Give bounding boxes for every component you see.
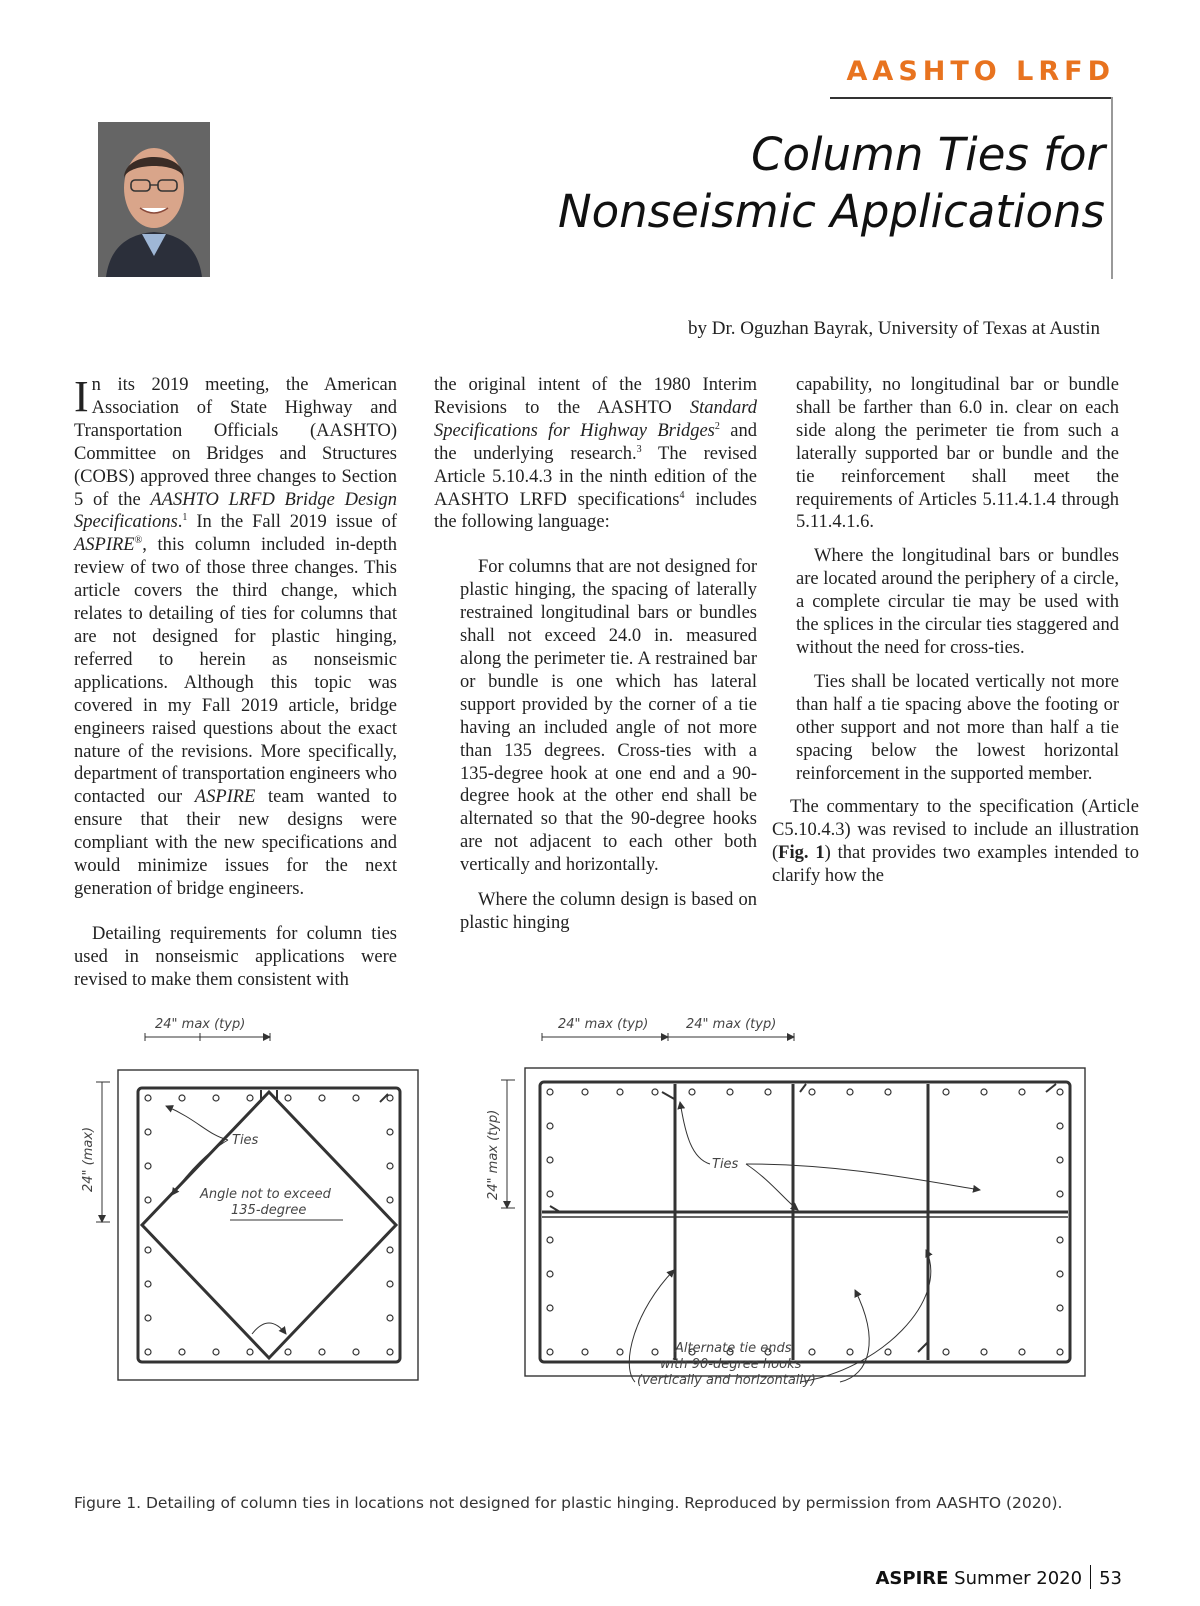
footer-divider	[1090, 1565, 1091, 1589]
italic-run: AASHTO LRFD Bridge Design Specifications	[74, 489, 397, 533]
figure-1	[80, 1017, 1150, 1460]
dim-label: 24" (max)	[81, 1126, 96, 1192]
drop-cap: I	[74, 372, 89, 421]
page-footer	[875, 1565, 1122, 1589]
angle-label: Angle not to exceed	[200, 1187, 331, 1202]
text-run: The revised Article 5.10.4.3 in the ninth edition of the AASHTO LRFD specifications	[434, 443, 757, 510]
note-label: with 90-degree hooks	[660, 1357, 802, 1372]
magazine-name: ASPIRE	[875, 1568, 949, 1589]
note-label: Alternate tie ends	[675, 1341, 792, 1356]
figure-ref: Fig. 1	[778, 843, 825, 864]
text-run: and the underlying research.	[434, 420, 757, 464]
italic-run: Standard Specifications for Highway Bridges	[434, 397, 757, 441]
text-column-3	[772, 374, 1139, 888]
title-line-2: Nonseismic Applications	[557, 185, 1105, 238]
paragraph: In its 2019 meeting, the American Association of State Highway and Transportation Officials (AASHTO) Committee on Bridges and Structures (COBS) approved three changes to Section 5 of the AASHTO LRFD Bridge Design Specifications.$^1$ In the Fall 2019 issue of ASPIRE®, this column included in-depth review of two of those three changes. This article covers the third change, which relates to detailing of ties for columns that are not designed for plastic hinging, referred to herein as nonseismic applications. Although this topic was covered in my Fall 2019 article, bridge engineers raised questions about the exact nature of the revisions. More specifically, department of transportation engineers who contacted our ASPIRE team wanted to ensure that their new designs were compliant with the new specifications and would minimize issues for the next generation of bridge engineers.	[74, 372, 397, 899]
block-quote: Ties shall be located vertically not more than half a tie spacing above the footing or other support and not more than half a tie spacing below the lowest horizontal reinforcement in the supported member.	[796, 671, 1119, 784]
text-column-2	[434, 374, 757, 935]
registered-mark: ®	[134, 535, 143, 547]
issue-label: Summer 2020	[954, 1568, 1083, 1589]
title-line-1: Column Ties for	[751, 128, 1105, 181]
dim-label: 24" max (typ)	[558, 1017, 649, 1032]
italic-run: ASPIRE	[74, 535, 135, 556]
header-rule-vertical	[1111, 97, 1113, 279]
byline: by Dr. Oguzhan Bayrak, University of Texas at Austin	[687, 318, 1100, 339]
text-run: includes the following language:	[434, 489, 758, 533]
text-run: team wanted to ensure that their new designs were compliant with the new specifications and would minimize issues for the next generation of bridge engineers.	[74, 787, 397, 899]
text-run: ) that provides two examples intended to clarify how the	[772, 843, 1139, 887]
text-column-1	[74, 374, 397, 992]
dim-label: 24" max (typ)	[155, 1017, 246, 1032]
ties-label: Ties	[712, 1157, 739, 1172]
author-photo	[98, 122, 210, 277]
text-run: n its 2019 meeting, the American Association of State Highway and Transportation Officials (AASHTO) Committee on Bridges and Structures (COBS) approved three changes to Section 5 of the	[74, 375, 397, 510]
footnote-ref: 4	[679, 489, 685, 501]
footnote-ref: 1	[182, 512, 188, 524]
ties-label: Ties	[232, 1133, 259, 1148]
section-kicker: AASHTO LRFD	[846, 56, 1115, 87]
block-quote: Where the longitudinal bars or bundles are located around the periphery of a circle, a complete circular tie may be used with the splices in the circular ties staggered and without the need for cross-ties.	[796, 546, 1119, 658]
footnote-ref: 2	[714, 420, 720, 432]
dim-label: 24" max (typ)	[486, 1109, 501, 1200]
article-title	[558, 126, 1105, 240]
block-quote: capability, no longitudinal bar or bundle shall be farther than 6.0 in. clear on each side along the perimeter tie from such a laterally supported bar or bundle and the tie reinforcement shall meet the requirements of Articles 5.11.4.1.4 through 5.11.4.1.6.	[796, 375, 1119, 533]
note-label: (vertically and horizontally)	[637, 1373, 816, 1388]
paragraph	[434, 374, 757, 534]
header-rule	[830, 97, 1113, 99]
italic-run: ASPIRE	[194, 787, 256, 808]
paragraph	[772, 796, 1139, 888]
text-run: In the Fall 2019 issue of	[187, 512, 397, 533]
text-run: , this column included in-depth review of two of those three changes. This article covers the third change, which relates to detailing of ties for columns that are not designed for plastic hinging, referred to herein as nonseismic applications. Although this topic was covered in my Fall 2019 article, bridge engineers raised questions about the exact nature of the revisions. More specifically, department of transportation engineers who contacted our	[74, 535, 397, 808]
right-column-section	[486, 1017, 1085, 1388]
block-quote: For columns that are not designed for plastic hinging, the spacing of laterally restrained longitudinal bars or bundles shall not exceed 24.0 in. measured along the perimeter tie. A restrained bar or bundle is one which has lateral support provided by the corner of a tie having an included angle of not more than 135 degrees. Cross-ties with a 135-degree hook at one end and a 90-degree hook at the other end shall be alternated so that the 90-degree hooks are not adjacent to each other both vertically and horizontally.	[460, 557, 757, 876]
paragraph: Detailing requirements for column ties used in nonseismic applications were revised to make them consistent with	[74, 923, 397, 990]
footnote-ref: 3	[636, 443, 642, 455]
text-run: The commentary to the specification (Article C5.10.4.3) was revised to include an illustration (	[772, 797, 1139, 864]
block-quote: Where the column design is based on plastic hinging	[460, 890, 757, 933]
left-column-section	[81, 1017, 418, 1380]
figure-caption: Figure 1. Detailing of column ties in locations not designed for plastic hinging. Reproduced by permission from AASHTO (2020).	[74, 1494, 1063, 1512]
angle-label: 135-degree	[231, 1203, 307, 1218]
dim-label: 24" max (typ)	[686, 1017, 777, 1032]
text-run: the original intent of the 1980 Interim Revisions to the AASHTO	[434, 375, 757, 418]
page-number: 53	[1099, 1568, 1122, 1589]
